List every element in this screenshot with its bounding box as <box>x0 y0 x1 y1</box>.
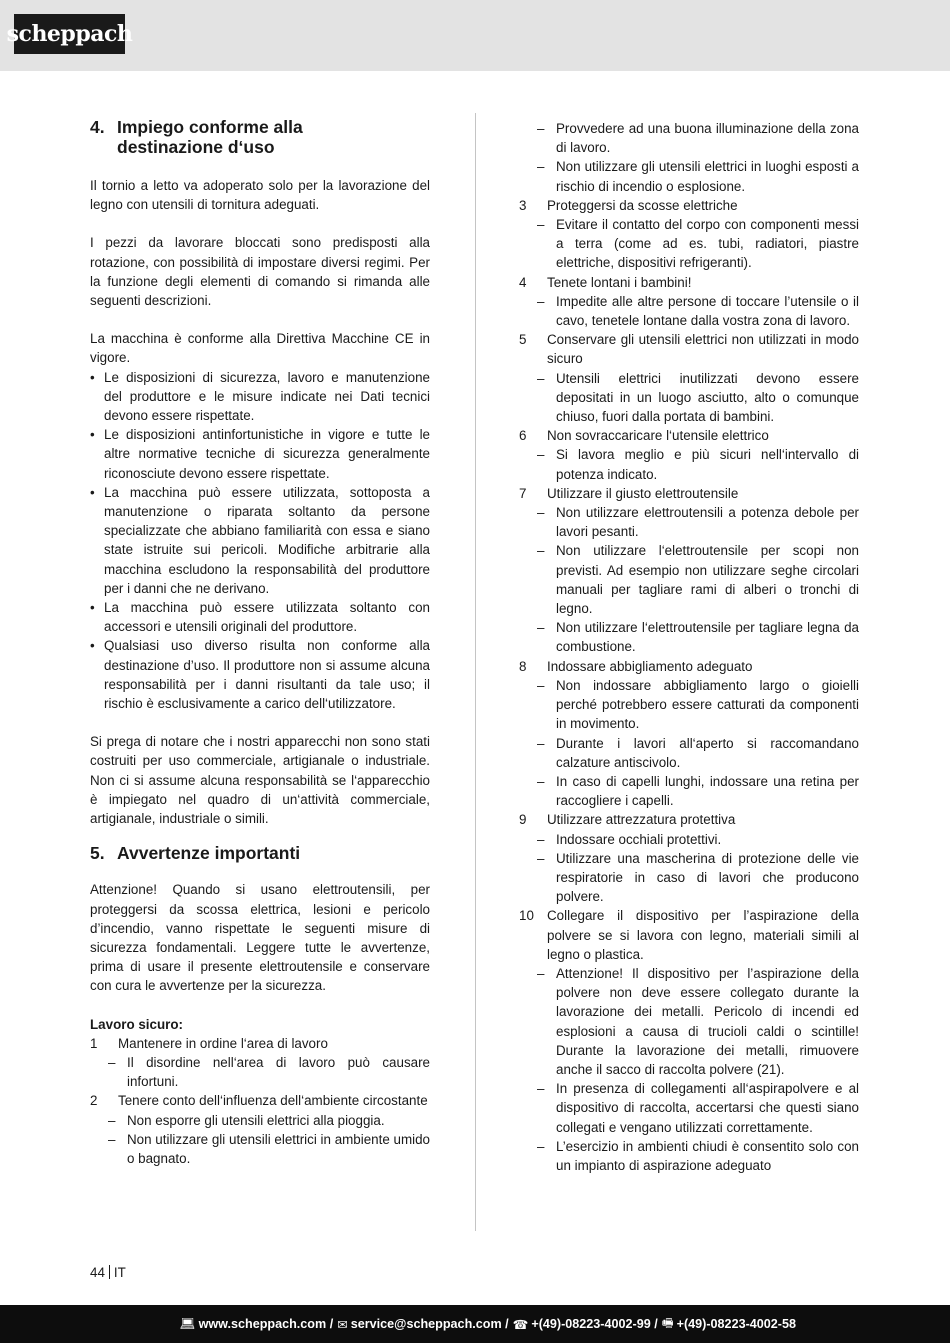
dash-text: Non utilizzare l‘elettroutensile per scopi non previsti. Ad esempio non utilizzare seghe circolari manuali per tagliare rami di alberi o tronchi di legno. <box>556 543 859 617</box>
item-number: 4 <box>519 274 527 290</box>
bullet-text: La macchina può essere utilizzata, sottoposta a manutenzione o riparata soltanto da persone specializzate che abbiano familiarità con essa e siano state istruite sui pericoli. Modifiche arbitrarie alla macchina escludono la responsabilità del produttore per i danni che ne derivano. <box>104 484 430 596</box>
item-number: 3 <box>519 197 527 213</box>
dash-marker: – <box>537 447 545 463</box>
dash-marker: – <box>537 965 545 981</box>
dash-marker: – <box>537 505 545 521</box>
dash-marker: – <box>537 1138 545 1154</box>
section-title-line: Impiego conforme alla <box>117 117 303 137</box>
dash-item <box>519 369 859 427</box>
dash-marker: – <box>537 773 545 789</box>
item-text: Non sovraccaricare l‘utensile elettrico <box>547 428 769 444</box>
dash-text: Durante i lavori all‘aperto si raccomandano calzature antiscivolo. <box>556 735 859 770</box>
dash-marker: – <box>108 1131 116 1147</box>
bullet-item <box>90 483 430 598</box>
dash-item <box>519 830 859 849</box>
dash-item <box>519 445 859 483</box>
numbered-item <box>90 1091 430 1110</box>
section-title <box>117 117 303 157</box>
dash-item <box>519 1137 859 1175</box>
right-column <box>519 119 859 1175</box>
header-band <box>0 0 950 71</box>
bullet-text: La macchina può essere utilizzata soltanto con accessori e utensili originali del produttore. <box>104 600 430 635</box>
dash-item <box>519 503 859 541</box>
dash-text: Non utilizzare l‘elettroutensile per tagliare legna da combustione. <box>556 620 859 655</box>
dash-text: Provvedere ad una buona illuminazione della zona di lavoro. <box>556 121 859 156</box>
dash-item <box>519 772 859 810</box>
bullet-item <box>90 368 430 426</box>
bullet-marker: • <box>90 638 95 654</box>
numbered-item <box>519 426 859 445</box>
fax-icon: 🖷︎ <box>661 1315 674 1330</box>
dash-text: In caso di capelli lunghi, indossare una retina per raccogliere i capelli. <box>556 773 859 809</box>
footer-website[interactable]: www.scheppach.com / <box>198 1317 334 1331</box>
dash-text: Non utilizzare gli utensili elettrici in luoghi esposti a rischio di incendio o esplosione. <box>556 159 859 194</box>
item-text: Mantenere in ordine l‘area di lavoro <box>118 1035 328 1051</box>
numbered-item <box>519 273 859 292</box>
dash-text: Attenzione! Il dispositivo per l’aspirazione della polvere non deve essere collegato durante la lavorazione dei metalli. Pericolo di incendi ed esplosioni a causa di trucioli caldi o scintille! Durante la lavorazione dei metalli, rimuovere anche il sacco di raccolta polvere (21). <box>556 965 859 1077</box>
paragraph: La macchina è conforme alla Direttiva Macchine CE in vigore. <box>90 331 430 366</box>
dash-item <box>90 1053 430 1091</box>
bullet-marker: • <box>90 369 95 385</box>
item-number: 7 <box>519 485 527 501</box>
scheppach-logo: scheppach <box>14 14 125 54</box>
numbered-item <box>519 484 859 503</box>
dash-marker: – <box>537 850 545 866</box>
bullet-text: Qualsiasi uso diverso risulta non conforme alla destinazione d’uso. Il produttore non si assume alcuna responsabilità per i danni risultanti da tale uso; il rischio è esclusivamente a carico dell‘utilizzatore. <box>104 638 430 712</box>
dash-text: Non indossare abbigliamento largo o gioielli perché potrebbero essere catturati da componenti in movimento. <box>556 677 859 732</box>
bullet-item <box>90 636 430 713</box>
numbered-item <box>519 196 859 215</box>
item-text: Collegare il dispositivo per l’aspirazione della polvere se si lavora con legno, materiali simili al legno o plastica. <box>547 908 859 962</box>
dash-item <box>519 618 859 656</box>
footer-band <box>0 1305 950 1343</box>
section-5-heading <box>90 843 430 863</box>
section-number: 5. <box>90 843 105 864</box>
dash-marker: – <box>537 620 545 636</box>
footer-fax: +(49)-08223-4002-58 <box>676 1317 796 1331</box>
bullet-marker: • <box>90 427 95 443</box>
dash-marker: – <box>537 293 545 309</box>
numbered-item <box>519 906 859 964</box>
numbered-item <box>519 810 859 829</box>
dash-text: Evitare il contatto del corpo con componenti messi a terra (come ad es. tubi, radiatori, piastre elettriche, dispositivi refrigeranti). <box>556 217 859 271</box>
page-number-value: 44 <box>90 1265 105 1280</box>
dash-item <box>90 1130 430 1168</box>
paragraph: Si prega di notare che i nostri apparecchi non sono stati costruiti per uso commerciale, artigianale o industriale. Non ci si assume alcuna responsabilità se l‘apparecchio è impiegato nel quadro di un‘attività commerciale, artigianale, industriale o simili. <box>90 734 430 827</box>
item-text: Utilizzare attrezzatura protettiva <box>547 812 736 828</box>
item-text: Tenere conto dell‘influenza dell‘ambiente circostante <box>118 1093 428 1109</box>
item-text: Indossare abbigliamento adeguato <box>547 658 753 674</box>
dash-text: Indossare occhiali protettivi. <box>556 831 722 847</box>
left-column <box>90 117 430 1168</box>
dash-marker: – <box>537 1081 545 1097</box>
column-divider <box>475 113 476 1231</box>
dash-text: L’esercizio in ambienti chiudi è consentito solo con un impianto di aspirazione adeguato <box>556 1138 859 1173</box>
dash-text: Non utilizzare gli utensili elettrici in ambiente umido o bagnato. <box>127 1131 430 1166</box>
bullet-list <box>90 368 430 714</box>
section-title-line: destinazione d‘uso <box>117 137 275 157</box>
item-number: 5 <box>519 332 527 348</box>
dash-marker: – <box>108 1054 116 1070</box>
numbered-item <box>90 1034 430 1053</box>
paragraph: I pezzi da lavorare bloccati sono predisposti alla rotazione, con possibilità di impostare diversi regimi. Per la funzione degli elementi di comando si rimanda alle seguenti descrizioni. <box>90 235 430 309</box>
subheading: Lavoro sicuro: <box>90 1016 184 1032</box>
dash-text: Non esporre gli utensili elettrici alla pioggia. <box>127 1112 385 1128</box>
dash-marker: – <box>537 831 545 847</box>
bullet-marker: • <box>90 484 95 500</box>
item-number: 9 <box>519 812 527 828</box>
dash-item <box>519 849 859 907</box>
item-text: Conservare gli utensili elettrici non utilizzati in modo sicuro <box>547 332 859 367</box>
dash-marker: – <box>537 677 545 693</box>
dash-text: Si lavora meglio e più sicuri nell‘intervallo di potenza indicato. <box>556 447 859 482</box>
phone-icon: ☎︎ <box>512 1317 529 1332</box>
section-number: 4. <box>90 117 105 137</box>
dash-item <box>519 215 859 273</box>
bullet-text: Le disposizioni di sicurezza, lavoro e manutenzione del produttore e le misure indicate nei Dati tecnici devono essere rispettate. <box>104 369 430 424</box>
dash-marker: – <box>537 735 545 751</box>
item-text: Proteggersi da scosse elettriche <box>547 197 738 213</box>
dash-text: Utensili elettrici inutilizzati devono essere depositati in un luogo asciutto, alto o comunque chiuso, fuori dalla portata di bambini. <box>556 370 859 425</box>
item-number: 2 <box>90 1093 98 1109</box>
dash-item <box>519 541 859 618</box>
section-title: Avvertenze importanti <box>117 843 301 864</box>
dash-marker: – <box>537 159 545 175</box>
item-text: Utilizzare il giusto elettroutensile <box>547 485 739 501</box>
paragraph: Attenzione! Quando si usano elettroutensili, per proteggersi da scossa elettrica, lesioni e pericolo d’incendio, vanno rispettate le seguenti misure di sicurezza fondamentali. Leggere tutte le avvertenze, prima di usare il presente elettroutensile e conservare con cura le avvertenze per la sicurezza. <box>90 882 430 994</box>
item-number: 10 <box>519 908 534 924</box>
footer-phone: +(49)-08223-4002-99 / <box>531 1317 658 1331</box>
numbered-item <box>519 657 859 676</box>
language-code: IT <box>113 1265 126 1280</box>
dash-item <box>519 676 859 734</box>
item-number: 8 <box>519 658 527 674</box>
dash-item <box>519 964 859 1079</box>
bullet-marker: • <box>90 600 95 616</box>
numbered-item <box>519 330 859 368</box>
dash-text: In presenza di collegamenti all‘aspirapolvere e al dispositivo di raccolta, accertarsi che questi siano collegati e vengano utilizzati correttamente. <box>556 1081 859 1135</box>
dash-text: Utilizzare una mascherina di protezione delle vie respiratorie in caso di lavori che producono polvere. <box>556 850 859 905</box>
dash-marker: – <box>537 121 545 136</box>
footer-email[interactable]: service@scheppach.com / <box>350 1317 509 1331</box>
bullet-item <box>90 425 430 483</box>
section-4-heading <box>90 117 430 157</box>
dash-text: Impedite alle altre persone di toccare l’utensile o il cavo, tenetele lontane dalla vostra zona di lavoro. <box>556 293 859 329</box>
dash-item <box>519 1079 859 1137</box>
mail-icon: ✉︎ <box>337 1317 348 1332</box>
item-number: 6 <box>519 428 527 444</box>
dash-text: Il disordine nell‘area di lavoro può causare infortuni. <box>127 1054 430 1090</box>
dash-marker: – <box>537 370 545 386</box>
dash-item <box>519 157 859 195</box>
dash-item <box>519 734 859 772</box>
dash-marker: – <box>537 217 545 233</box>
dash-item <box>519 292 859 330</box>
page-number <box>90 1265 126 1280</box>
dash-item <box>90 1111 430 1130</box>
bullet-item <box>90 598 430 636</box>
dash-text: Non utilizzare elettroutensili a potenza debole per lavori pesanti. <box>556 505 859 540</box>
item-text: Tenete lontani i bambini! <box>547 274 692 290</box>
dash-marker: – <box>537 543 545 559</box>
paragraph: Il tornio a letto va adoperato solo per la lavorazione del legno con utensili di tornitura adeguati. <box>90 178 430 213</box>
dash-marker: – <box>108 1112 116 1128</box>
laptop-icon: 💻︎ <box>179 1316 196 1331</box>
dash-item <box>519 119 859 157</box>
item-number: 1 <box>90 1035 98 1051</box>
page-number-separator <box>109 1265 110 1279</box>
bullet-text: Le disposizioni antinfortunistiche in vigore e tutte le altre normative tecniche di sicurezza generalmente riconosciute devono essere rispettate. <box>104 427 430 481</box>
